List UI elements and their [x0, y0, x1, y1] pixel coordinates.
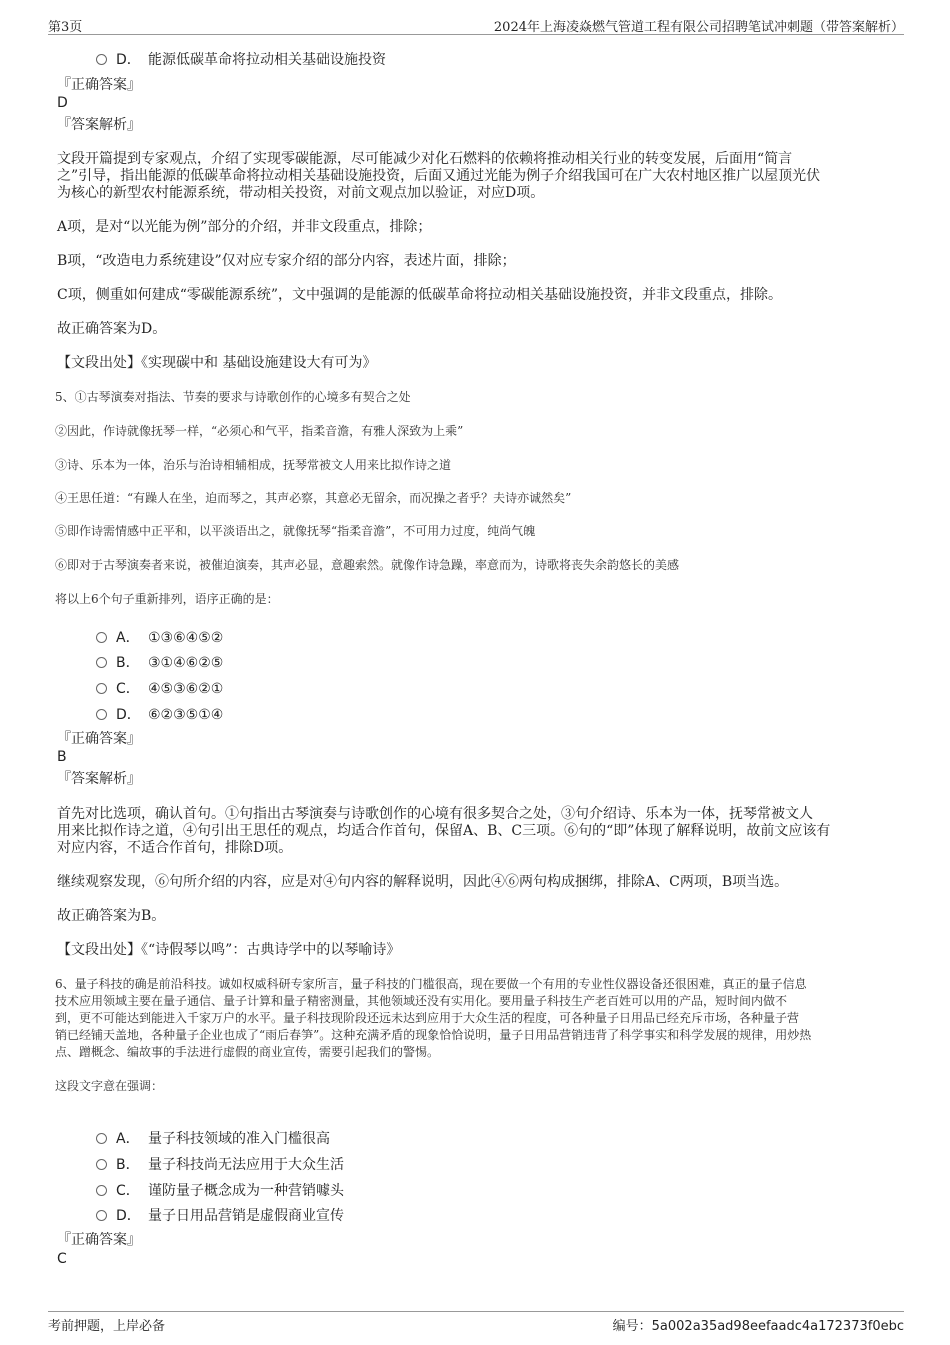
q5-sentence: ⑤即作诗需情感中正平和，以平淡语出之，就像抚琴“指柔音澹”，不可用力过度，纯尚气魄 [55, 524, 536, 538]
q6-prompt: 这段文字意在强调： [55, 1079, 164, 1093]
q6-option-a[interactable]: A． 量子科技领域的准入门槛很高 [96, 1128, 330, 1148]
page-footer [48, 1311, 904, 1336]
q4-analysis-heading: 『答案解析』 [57, 117, 141, 133]
q6-passage-line: 到，更不可能达到能进入千家万户的水平。量子科技现阶段还远未达到应用于大众生活的程度，可各种量子日用品已经充斥市场，各种量子营 [55, 1011, 800, 1025]
q5-analysis-line: 用来比拟作诗之道，④句引出王思任的观点，均适合作首句，保留A、B、C三项。⑥句的“即”体现了解释说明，故前文应该有 [57, 823, 831, 839]
q5-answer-heading: 『正确答案』 [57, 731, 141, 747]
radio-icon[interactable] [96, 1159, 107, 1170]
footer-code-value: 5a002a35ad98eefaadc4a172373f0ebc [651, 1319, 904, 1334]
footer-code [613, 1315, 904, 1334]
radio-icon[interactable] [96, 657, 107, 668]
q4-option-d[interactable]: D． 能源低碳革命将拉动相关基础设施投资 [96, 49, 386, 69]
q5-sentence: 5、①古琴演奏对指法、节奏的要求与诗歌创作的心境多有契合之处 [55, 390, 411, 404]
q6-passage-line: 销已经铺天盖地，各种量子企业也成了“雨后春笋”。这种充满矛盾的现象恰恰说明，量子日用品营销违背了科学事实和科学发展的规律，用炒热 [55, 1028, 812, 1042]
footer-code-label: 编号： [612, 1319, 652, 1334]
q4-conclusion: 故正确答案为D。 [57, 321, 167, 337]
q4-note-b: B项，“改造电力系统建设”仅对应专家介绍的部分内容，表述片面，排除； [57, 253, 516, 269]
q5-sentence: ④王思任道：“有躁人在坐，迫而琴之，其声必察，其意必无留余，而况操之者乎？夫诗亦诚然矣” [55, 491, 572, 505]
radio-icon[interactable] [96, 709, 107, 720]
radio-icon[interactable] [96, 1185, 107, 1196]
q6-passage-line: 点、蹭概念、编故事的手法进行虚假的商业宣传，需要引起我们的警惕。 [55, 1045, 440, 1059]
radio-icon[interactable] [96, 632, 107, 643]
q5-sentence: ③诗、乐本为一体，治乐与治诗相辅相成，抚琴常被文人用来比拟作诗之道 [55, 458, 452, 472]
q4-analysis-line: 为核心的新型农村能源系统，带动相关投资，对前文观点加以验证，对应D项。 [57, 185, 545, 201]
q4-answer-heading: 『正确答案』 [57, 77, 141, 93]
q5-option-b[interactable]: B． ③①④⑥②⑤ [96, 652, 223, 672]
q5-option-a[interactable]: A． ①③⑥④⑤② [96, 627, 223, 647]
page-header [48, 14, 904, 35]
q5-prompt: 将以上6个句子重新排列，语序正确的是： [55, 592, 279, 606]
q5-analysis-heading: 『答案解析』 [57, 771, 141, 787]
radio-icon[interactable] [96, 683, 107, 694]
q6-answer: C [57, 1251, 67, 1267]
q5-sentence: ⑥即对于古琴演奏者来说，被催迫演奏，其声必显，意趣索然。就像作诗急躁，率意而为，诗歌将丧失余韵悠长的美感 [55, 558, 680, 572]
q4-analysis-line: 之”引导，指出能源的低碳革命将拉动相关基础设施投资，后面又通过光能为例子介绍我国可在广大农村地区推广以屋顶光伏 [57, 168, 821, 184]
radio-icon[interactable] [96, 1133, 107, 1144]
q6-answer-heading: 『正确答案』 [57, 1232, 141, 1248]
q4-analysis-line: 文段开篇提到专家观点，介绍了实现零碳能源，尽可能减少对化石燃料的依赖将推动相关行业的转变发展，后面用“简言 [57, 151, 793, 167]
q6-option-b[interactable]: B． 量子科技尚无法应用于大众生活 [96, 1154, 344, 1174]
q5-source: 【文段出处】《“诗假琴以鸣”：古典诗学中的以琴喻诗》 [57, 942, 401, 958]
q5-sentence: ②因此，作诗就像抚琴一样，“必须心和气平，指柔音澹，有雅人深致为上乘” [55, 424, 464, 438]
q4-answer: D [57, 95, 68, 111]
q6-passage-line: 6、量子科技的确是前沿科技。诚如权威科研专家所言，量子科技的门槛很高，现在要做一个有用的专业性仪器设备还很困难，真正的量子信息 [55, 977, 807, 991]
footer-slogan: 考前押题，上岸必备 [48, 1319, 166, 1334]
page-number: 第3页 [48, 20, 83, 35]
q5-option-c[interactable]: C． ④⑤③⑥②① [96, 678, 223, 698]
radio-icon[interactable] [96, 1210, 107, 1221]
q4-note-a: A项，是对“以光能为例”部分的介绍，并非文段重点，排除； [57, 219, 432, 235]
radio-icon[interactable] [96, 54, 107, 65]
q5-analysis-line: 首先对比选项，确认首句。①句指出古琴演奏与诗歌创作的心境有很多契合之处，③句介绍诗、乐本为一体，抚琴常被文人 [57, 806, 813, 822]
q6-passage-line: 技术应用领域主要在量子通信、量子计算和量子精密测量，其他领域还没有实用化。要用量子科技生产老百姓可以用的产品，短时间内做不 [55, 994, 788, 1008]
q4-source: 【文段出处】《实现碳中和 基础设施建设大有可为》 [57, 355, 377, 371]
q5-option-d[interactable]: D． ⑥②③⑤①④ [96, 704, 223, 724]
q5-answer: B [57, 749, 67, 765]
q5-conclusion: 故正确答案为B。 [57, 908, 166, 924]
document-title: 2024年上海凌焱燃气管道工程有限公司招聘笔试冲刺题（带答案解析） [493, 20, 904, 35]
q6-option-d[interactable]: D． 量子日用品营销是虚假商业宣传 [96, 1205, 344, 1225]
q4-note-c: C项，侧重如何建成“零碳能源系统”，文中强调的是能源的低碳革命将拉动相关基础设施投资，并非文段重点，排除。 [57, 287, 783, 303]
q5-analysis-line: 对应内容，不适合作首句，排除D项。 [57, 840, 293, 856]
q6-option-c[interactable]: C． 谨防量子概念成为一种营销噱头 [96, 1180, 344, 1200]
q5-note: 继续观察发现，⑥句所介绍的内容，应是对④句内容的解释说明，因此④⑥两句构成捆绑，排除A、C两项，B项当选。 [57, 874, 789, 890]
